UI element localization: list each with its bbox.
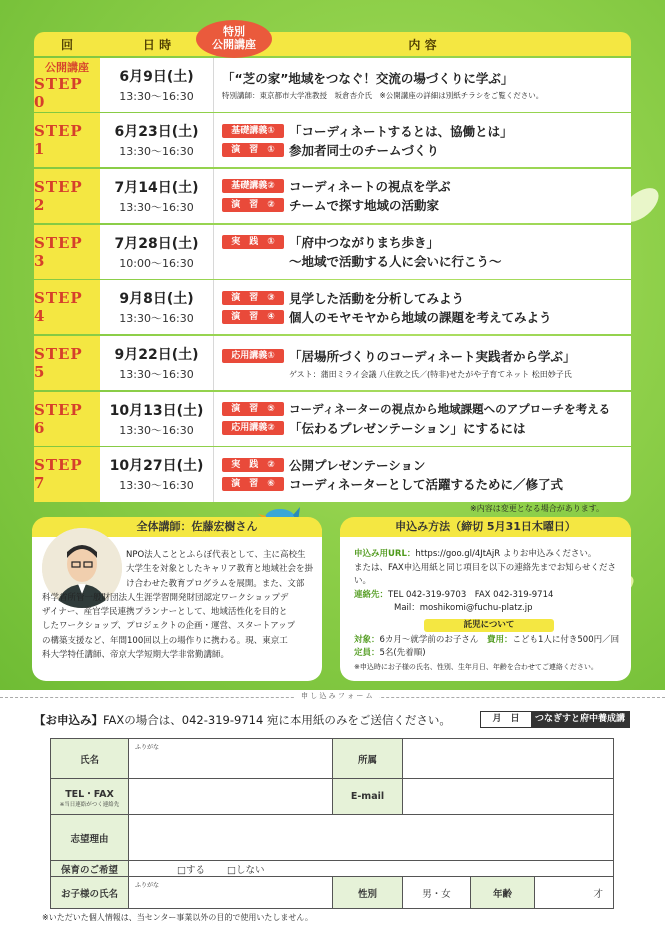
gender-field[interactable]: 男・女 <box>403 877 471 909</box>
header-content: 内 容 <box>408 37 437 52</box>
date-cell: 7月28日(土) 10:00～16:30 <box>100 225 214 279</box>
session-tag: 演 習 ① <box>222 143 284 157</box>
session-tag: 演 習 ④ <box>222 310 284 324</box>
application-body: 申込み用URL：https://goo.gl/4JtAjR よりお申込みください。 または、FAX申込用紙と同じ項目を以下の連絡先までお知らせください。 連絡先：TEL 042-319-9703 FAX 042-319-9714 Mail：moshikomi@fuchu-platz.jp 託児について 対象：6カ月～就学前のお子さん 費用：こども1人に付き500円／回 定員：5名(先着順) ※申込時にお子様の氏名、性別、生年月日、年齢を合わせてご連絡ください。 <box>354 548 624 674</box>
childcare-note: ※申込時にお子様の氏名、性別、生年月日、年齢を合わせてご連絡ください。 <box>354 662 598 671</box>
age-label: 年齢 <box>471 877 535 909</box>
email-label: E-mail <box>333 779 403 815</box>
step-cell: STEP 7 <box>34 447 100 501</box>
session-tag: 応用講義② <box>222 421 284 435</box>
email-field[interactable] <box>403 779 614 815</box>
step-cell: STEP 1 <box>34 113 100 167</box>
contact-mail: Mail：moshikomi@fuchu-platz.jp <box>394 603 533 613</box>
schedule-row <box>34 58 631 112</box>
content-cell <box>214 280 631 334</box>
header-round: 回 <box>60 37 73 52</box>
affiliation-label: 所属 <box>333 739 403 779</box>
session-title: 公開プレゼンテーション <box>289 457 426 473</box>
schedule-table <box>34 25 631 502</box>
lecturer-panel <box>32 518 322 681</box>
childcare-no-checkbox[interactable]: □しない <box>227 864 265 876</box>
schedule-header <box>34 32 631 56</box>
age-field[interactable]: 才 <box>535 877 614 909</box>
session-note: 特別講師：東京都市大学准教授 坂倉杏介氏 ※公開講座の詳細は別紙チラシをご覧ください。 <box>222 90 544 100</box>
header-datetime: 日 時 <box>142 37 172 52</box>
date-cell: 6月9日(土) 13:30～16:30 <box>100 58 214 112</box>
session-title: 「府中つながりまち歩き」 <box>289 235 440 251</box>
session-title: コーディネートの視点を学ぶ <box>289 179 451 195</box>
childcare-options <box>129 861 614 877</box>
schedule-row <box>34 225 631 279</box>
application-form <box>50 738 614 909</box>
name-field[interactable]: ふりがな <box>129 739 333 779</box>
session-title: ～地域で活動する人に会いに行こう～ <box>289 254 502 270</box>
session-title: 個人のモヤモヤから地域の課題を考えてみよう <box>289 309 552 325</box>
session-tag: 基礎講義① <box>222 124 284 138</box>
step-cell: STEP 4 <box>34 280 100 334</box>
form-intro: 【お申込み】FAXの場合は、042-319-9714 宛に本用紙のみをご送信ください。 <box>34 713 451 727</box>
step-cell: STEP 3 <box>34 225 100 279</box>
session-tag: 演 習 ⑥ <box>222 477 284 491</box>
session-title: 「コーディネートするとは、協働とは」 <box>289 123 513 139</box>
change-note: ※内容は変更となる場合があります。 <box>470 504 605 513</box>
telfax-label: TEL・FAX ※当日連絡がつく連絡先 <box>51 779 129 815</box>
session-title: コーディネーターとして活躍するために／修了式 <box>289 476 564 492</box>
date-cell: 7月14日(土) 13:30～16:30 <box>100 169 214 223</box>
childcare-heading: 託児について <box>424 619 554 632</box>
telfax-field[interactable] <box>129 779 333 815</box>
date-cell: 9月8日(土) 13:30～16:30 <box>100 280 214 334</box>
application-panel <box>340 518 631 681</box>
content-cell <box>214 447 631 501</box>
session-title: 「伝わるプレゼンテーション」にするには <box>289 421 526 437</box>
session-tag: 演 習 ② <box>222 198 284 212</box>
child-name-field[interactable]: ふりがな <box>129 877 333 909</box>
session-tag: 実 践 ① <box>222 235 284 249</box>
special-lecture-badge: 特別 公開講座 <box>196 20 272 58</box>
content-cell <box>214 336 631 390</box>
childcare-label: 保育のご希望 <box>51 861 129 877</box>
session-title: 参加者同士のチームづくり <box>289 142 440 158</box>
gender-label: 性別 <box>333 877 403 909</box>
name-label: 氏名 <box>51 739 129 779</box>
session-title: 「居場所づくりのコーディネート実践者から学ぶ」 <box>289 349 576 365</box>
schedule-row <box>34 113 631 167</box>
childcare-yes-checkbox[interactable]: □する <box>177 864 205 876</box>
date-course-box <box>480 711 630 739</box>
date-cell: 6月23日(土) 13:30～16:30 <box>100 113 214 167</box>
session-tag: 演 習 ③ <box>222 291 284 305</box>
date-cell: 9月22日(土) 13:30～16:30 <box>100 336 214 390</box>
session-title: 見学した活動を分析してみよう <box>289 290 465 306</box>
session-title: コーディネーターの視点から地域課題へのアプローチを考える <box>289 402 611 417</box>
content-cell <box>214 58 631 112</box>
affiliation-field[interactable] <box>403 739 614 779</box>
application-url-link[interactable]: https://goo.gl/4JtAjR <box>415 549 501 559</box>
step-cell: STEP 6 <box>34 392 100 446</box>
step-cell: 公開講座 STEP 0 <box>34 58 100 112</box>
session-tag: 応用講義① <box>222 349 284 363</box>
guest-note: ゲスト：蒲田ミライ会議 八住敦之氏／(特非)せたがや子育てネット 松田妙子氏 <box>289 369 572 379</box>
content-cell <box>214 169 631 223</box>
schedule-row <box>34 280 631 334</box>
content-cell <box>214 392 631 446</box>
session-title: チームで探す地域の活動家 <box>289 198 440 214</box>
schedule-row <box>34 169 631 223</box>
session-title: 「“芝の家”地域をつなぐ！交流の場づくりに学ぶ」 <box>222 70 514 86</box>
schedule-row <box>34 336 631 390</box>
step-cell: STEP 5 <box>34 336 100 390</box>
lecturer-profile: NPO法人こととふらぼ代表として、主に高校生 大学生を対象としたキャリア教育と地域社会を掛 け合わせた教育プログラムを展開。また、文部 科学省所管一般財団法人生涯学習開発財団認定ワークショップデ ザイナー、産官学民連携プランナーとして、地域活性化を目的と したワークショップ、プロジェクトの企画・運営、スタートアップ の構築支援など、年間100回以上の場作りに携わる。現、東京工 科大学特任講師、帝京大学短期大学非常勤講師。 <box>42 550 314 661</box>
child-name-label: お子様の氏名 <box>51 877 129 909</box>
date-cell: 10月13日(土) 13:30～16:30 <box>100 392 214 446</box>
session-tag: 演 習 ⑤ <box>222 402 284 416</box>
date-field[interactable]: 月 日 <box>492 714 520 724</box>
session-tag: 実 践 ② <box>222 458 284 472</box>
schedule-row <box>34 447 631 501</box>
cut-label: 申 し 込 み フ ォ ー ム <box>295 691 379 701</box>
step-cell: STEP 2 <box>34 169 100 223</box>
privacy-note: ※いただいた個人情報は、当センター事業以外の目的で使用いたしません。 <box>42 913 313 922</box>
content-cell <box>214 225 631 279</box>
schedule-row <box>34 392 631 446</box>
reason-field[interactable] <box>129 815 614 861</box>
lecturer-title: 全体講師：佐藤宏樹さん <box>32 517 322 537</box>
content-cell <box>214 113 631 167</box>
reason-label: 志望理由 <box>51 815 129 861</box>
date-cell: 10月27日(土) 13:30～16:30 <box>100 447 214 501</box>
course-name: つなぎすと府中養成講座 <box>531 712 629 727</box>
application-title: 申込み方法（締切 5月31日木曜日） <box>340 517 631 537</box>
session-tag: 基礎講義② <box>222 179 284 193</box>
